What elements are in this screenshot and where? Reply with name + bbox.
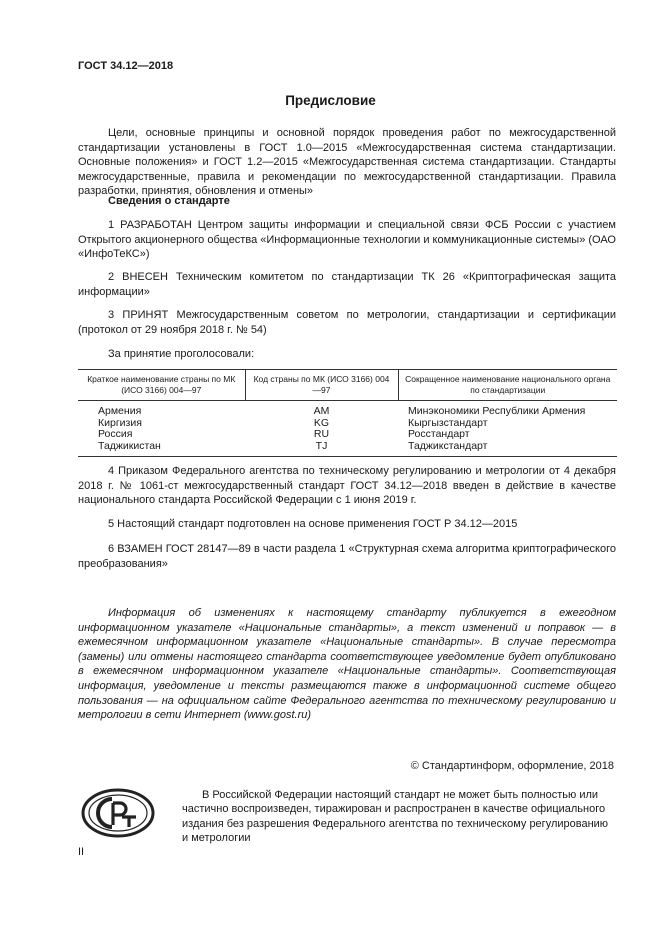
voting-table — [78, 369, 617, 457]
item-1: 1 РАЗРАБОТАН Центром защиты информации и специальной связи ФСБ России с участием Открытого акционерного общества «Информационные технологии и коммуникационные системы» (ОАО «ИнфоТеКС») — [78, 219, 616, 260]
body-cell: Минэкономики Республики Армения — [408, 405, 586, 417]
body-cell: Таджикстандарт — [398, 441, 617, 457]
table-row — [78, 429, 617, 441]
country-cell: Россия — [98, 428, 133, 440]
reproduction-notice — [182, 788, 616, 846]
page-title: Предисловие — [285, 93, 376, 108]
document-header: ГОСТ 34.12—2018 — [78, 60, 174, 72]
voted-label: За принятие проголосовали: — [108, 348, 255, 360]
code-cell: AM — [313, 405, 330, 417]
table-row — [78, 441, 617, 457]
table-row — [78, 401, 617, 418]
item-3: 3 ПРИНЯТ Межгосударственным советом по метрологии, стандартизации и сертификации (протокол от 29 ноября 2018 г. № 54) — [78, 309, 616, 336]
item-2: 2 ВНЕСЕН Техническим комитетом по стандартизации ТК 26 «Криптографическая защита информации» — [78, 271, 616, 298]
table-row — [78, 418, 617, 430]
item-6: 6 ВЗАМЕН ГОСТ 28147—89 в части раздела 1 «Структурная схема алгоритма криптографического преобразования» — [78, 543, 616, 570]
code-cell: KG — [313, 416, 330, 429]
copyright-line: © Стандартинформ, оформление, 2018 — [410, 760, 614, 772]
changes-info-notice: Информация об изменениях к настоящему стандарту публикуется в ежегодном информационном указателе «Национальные стандарты», а текст изменений и поправок — в ежемесячном информационном указателе «Национальные стандарты». В случае пересмотра (замены) или отмены настоящего стандарта соответствующее уведомление будет опубликовано в ежемесячном информационном указателе «Национальные стандарты». Соответствующая информация, уведомление и тексты размещаются также в информационной системе общего пользования — на официальном сайте Федерального агентства по техническому регулированию и метрологии в сети Интернет (www.gost.ru) — [78, 607, 616, 722]
reproduction-notice-text: В Российской Федерации настоящий стандарт не может быть полностью или частично воспроизведен, тиражирован и распространен в качестве официального издания без разрешения Федерального агентства по техническому регулированию и метрологии — [182, 789, 609, 845]
column-header-code: Код страны по МК (ИСО 3166) 004—97 — [245, 370, 398, 401]
code-cell: TJ — [245, 441, 398, 457]
country-cell: Таджикистан — [78, 441, 245, 457]
country-cell: Армения — [98, 405, 142, 417]
table-header-row — [78, 370, 617, 401]
intro-paragraph: Цели, основные принципы и основной порядок проведения работ по межгосударственной стандартизации установлены в ГОСТ 1.0—2015 «Межгосударственная система стандартизации. Основные положения» и ГОСТ 1.2—2015 «Межгосударственная система стандартизации. Стандарты межгосударственные, правила и рекомендации по межгосударственной стандартизации. Правила разработки, принятия, обновления и отмены» — [78, 127, 616, 197]
item-4: 4 Приказом Федерального агентства по техническому регулированию и метрологии от 4 декабря 2018 г. № 1061-ст межгосударственный стандарт ГОСТ 34.12—2018 введен в действие в качестве национального стандарта Российской Федерации с 1 июня 2019 г. — [78, 465, 616, 506]
column-header-country: Краткое наименование страны по МК (ИСО 3166) 004—97 — [78, 370, 245, 401]
body-cell: Росстандарт — [408, 428, 470, 440]
rst-certification-mark-icon — [80, 787, 156, 839]
code-cell: RU — [313, 428, 330, 440]
item-5: 5 Настоящий стандарт подготовлен на основе применения ГОСТ Р 34.12—2015 — [108, 518, 518, 530]
about-heading: Сведения о стандарте — [108, 195, 230, 207]
column-header-body: Сокращенное наименование национального органа по стандартизации — [398, 370, 617, 401]
country-cell: Киргизия — [98, 416, 142, 429]
body-cell: Кыргызстандарт — [408, 416, 488, 429]
page-number: II — [78, 846, 85, 858]
